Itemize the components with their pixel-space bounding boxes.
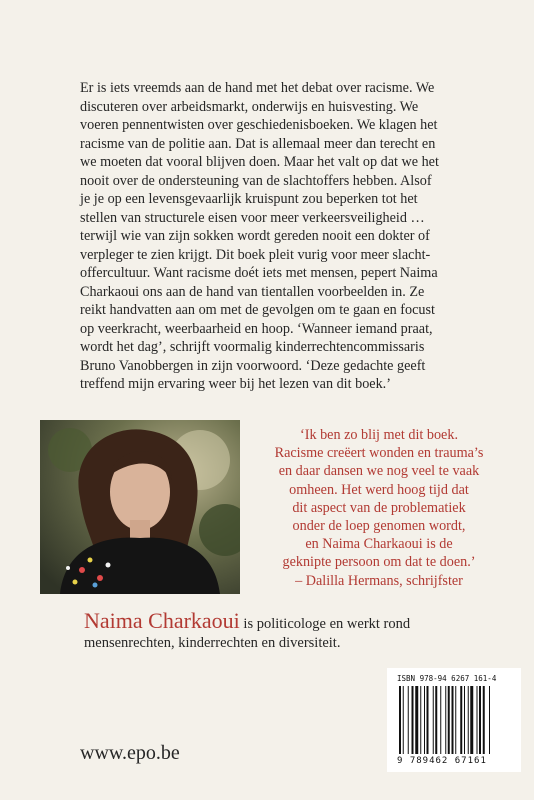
barcode-bars — [397, 686, 511, 754]
endorsement-quote — [258, 426, 500, 590]
blurb-line: Charkaoui ons aan de hand van tientallen voorbeelden in. Ze — [80, 283, 425, 300]
blurb-line: stellen van structurele eisen voor meer verkeersveiligheid … — [80, 209, 425, 226]
barcode-digits: 9 789462 67161 — [397, 756, 487, 766]
blurb-line: racisme van de politie aan. Dat is allemaal meer dan terecht en — [80, 135, 436, 152]
blurb-line: Bruno Vanobbergen in zijn voorwoord. ‘Deze gedachte geeft — [80, 357, 426, 374]
blurb-line: voeren pennentwisten over geschiedenisboeken. We klagen het — [80, 117, 438, 133]
back-cover-blurb — [80, 79, 474, 394]
blurb-line: nooit over de ondersteuning van de slachtoffers hebben. Alsof — [80, 172, 432, 189]
quote-line: en Naima Charkaoui is de — [305, 536, 453, 553]
quote-line: en daar dansen we nog veel te vaak — [278, 463, 480, 480]
publisher-website[interactable]: www.epo.be — [80, 742, 180, 764]
quote-line: geknipte persoon om dat te doen.’ — [282, 554, 476, 571]
blurb-line: offercultuur. Want racisme doét iets met mensen, pepert Naima — [80, 265, 438, 281]
blurb-line: treffend mijn ervaring weer bij het lezen van dit boek.’ — [80, 376, 391, 392]
blurb-line: we moeten dat vooral blijven doen. Maar het valt op dat we het — [80, 154, 439, 170]
blurb-line: Er is iets vreemds aan de hand met het debat over racisme. We — [80, 80, 435, 96]
author-bio-part2: mensenrechten, kinderrechten en diversiteit. — [84, 634, 341, 651]
author-bio — [84, 608, 504, 652]
author-photo-illustration — [40, 420, 240, 594]
barcode — [387, 668, 521, 772]
quote-attribution: – Dalilla Hermans, schrijfster — [295, 572, 463, 589]
blurb-line: op veerkracht, weerbaarheid en hoop. ‘Wanneer iemand praat, — [80, 320, 433, 337]
quote-line: omheen. Het werd hoog tijd dat — [289, 481, 469, 498]
quote-line: ‘Ik ben zo blij met dit boek. — [300, 427, 458, 443]
blurb-line: terwijl wie van zijn sokken wordt gereden nooit een dokter of — [80, 228, 430, 244]
blurb-line: je je op een levensgevaarlijk kruispunt zou beperken tot het — [80, 191, 418, 207]
author-name: Naima Charkaoui — [84, 608, 240, 633]
quote-line: Racisme creëert wonden en trauma’s — [274, 445, 484, 462]
quote-line: onder de loep genomen wordt, — [292, 518, 466, 535]
blurb-line: reikt handvatten aan om met de gevolgen om te gaan en focust — [80, 302, 435, 318]
isbn-label: ISBN 978-94 6267 161-4 — [397, 674, 497, 683]
quote-line: dit aspect van de problematiek — [292, 499, 466, 516]
blurb-line: wordt het dag’, schrijft voormalig kinderrechtencommissaris — [80, 339, 425, 355]
author-bio-part1: is politicologe en werkt rond — [239, 616, 411, 632]
blurb-line: discuteren over arbeidsmarkt, onderwijs en huisvesting. We — [80, 98, 419, 115]
author-photo — [40, 420, 240, 594]
blurb-line: verpleger te zien krijgt. Dit boek pleit vurig voor meer slacht- — [80, 246, 431, 263]
